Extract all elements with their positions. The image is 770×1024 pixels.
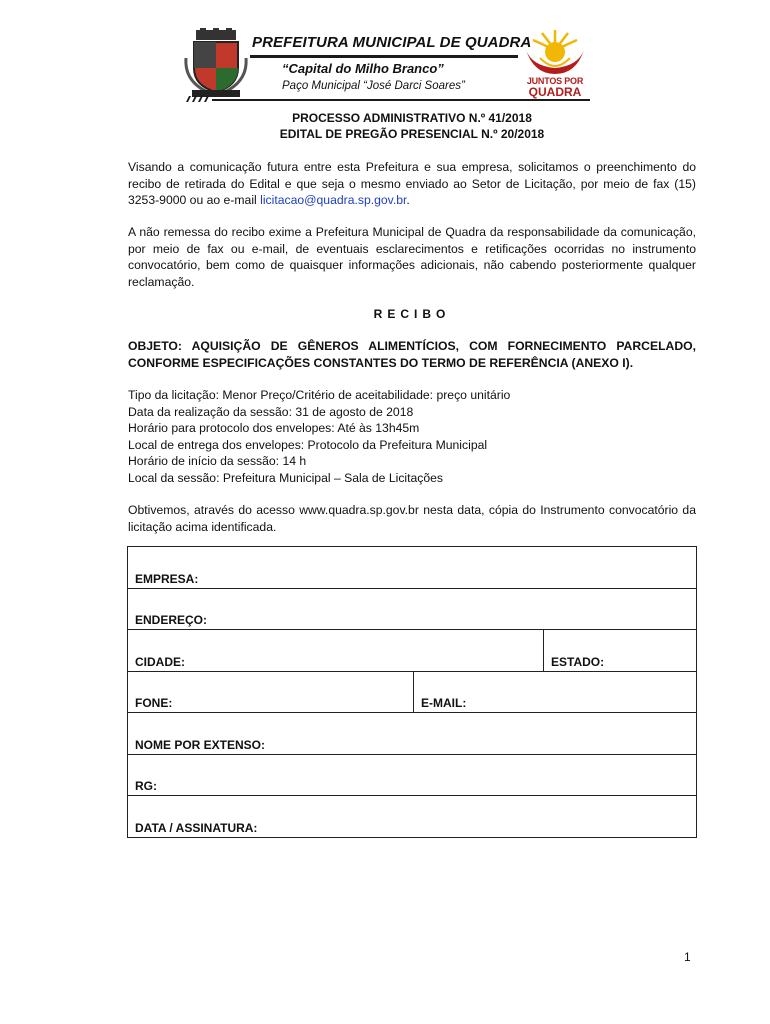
header-rule — [212, 99, 590, 101]
empresa-label: EMPRESA: — [135, 572, 199, 586]
rg-label: RG: — [135, 779, 157, 793]
intro-text: Visando a comunicação futura entre esta Prefeitura e sua empresa, solicitamos o preenchimento do recibo de retirada do Edital e que seja o mesmo enviado ao Setor de Licitação, por meio de fax (15) 3253-9000 ou ao e-mail — [128, 160, 696, 207]
endereco-field[interactable] — [128, 589, 696, 629]
detail-line: Tipo da licitação: Menor Preço/Critério de aceitabilidade: preço unitário — [128, 388, 511, 402]
detail-line: Local de entrega dos envelopes: Protocolo da Prefeitura Municipal — [128, 437, 488, 452]
objeto-paragraph: OBJETO: AQUISIÇÃO DE GÊNEROS ALIMENTÍCIOS, COM FORNECIMENTO PARCELADO, CONFORME ESPECIFICAÇÕES CONSTANTES DO TERMO DE REFERÊNCIA (ANEXO I). — [128, 339, 696, 370]
bid-details — [128, 387, 696, 486]
process-heading: PROCESSO ADMINISTRATIVO N.º 41/2018 — [292, 111, 532, 125]
assinatura-label: DATA / ASSINATURA: — [135, 821, 258, 835]
header-divider — [250, 55, 518, 58]
form-row-rg — [128, 755, 696, 796]
form-row-nome — [128, 713, 696, 755]
recibo-title: RECIBO — [373, 307, 451, 321]
logo-text-quadra: QUADRA — [528, 85, 582, 99]
form-row-fone — [128, 672, 696, 713]
disclaimer-paragraph: A não remessa do recibo exime a Prefeitura Municipal de Quadra da responsabilidade da comunicação, por meio de fax ou e-mail, de eventuais esclarecimentos e retificações ocorridas no instrumento convocatório, bem como de quaisquer informações adicionais, não cabendo posteriormente qualquer reclamação. — [128, 225, 696, 289]
empresa-field[interactable] — [128, 547, 696, 588]
detail-line: Horário de início da sessão: 14 h — [128, 454, 307, 468]
header-title: PREFEITURA MUNICIPAL DE QUADRA — [252, 34, 532, 51]
endereco-label: ENDEREÇO: — [135, 613, 208, 627]
email-field[interactable] — [413, 672, 696, 712]
email-label: E-MAIL: — [421, 696, 467, 710]
intro-end: . — [406, 193, 410, 207]
header-paco: Paço Municipal “José Darci Soares” — [282, 80, 465, 92]
cidade-field[interactable] — [128, 630, 543, 671]
detail-line: Data da realização da sessão: 31 de agosto de 2018 — [128, 404, 414, 419]
obtained-paragraph: Obtivemos, através do acesso www.quadra.sp.gov.br nesta data, cópia do Instrumento convocatório da licitação acima identificada. — [128, 503, 696, 534]
estado-label: ESTADO: — [551, 655, 605, 669]
page-number: 1 — [684, 950, 691, 964]
header-slogan: “Capital do Milho Branco” — [282, 61, 444, 76]
detail-line: Horário para protocolo dos envelopes: Até às 13h45m — [128, 421, 420, 435]
detail-line: Local da sessão: Prefeitura Municipal – Sala de Licitações — [128, 470, 444, 485]
nome-label: NOME POR EXTENSO: — [135, 738, 266, 752]
email-link[interactable]: licitacao@quadra.sp.gov.br — [260, 193, 407, 207]
logo-text-juntos-por: JUNTOS POR — [526, 76, 584, 86]
form-row-cidade — [128, 630, 696, 672]
assinatura-field[interactable] — [128, 796, 696, 837]
municipal-crest-icon — [182, 28, 250, 98]
receipt-form — [127, 546, 697, 838]
fone-label: FONE: — [135, 696, 173, 710]
form-row-empresa — [128, 547, 696, 589]
fone-field[interactable] — [128, 672, 413, 712]
intro-paragraph — [128, 159, 696, 209]
edital-heading: EDITAL DE PREGÃO PRESENCIAL N.º 20/2018 — [279, 127, 545, 141]
cidade-label: CIDADE: — [135, 655, 185, 669]
form-row-assinatura — [128, 796, 696, 837]
estado-field[interactable] — [543, 630, 696, 671]
form-row-endereco — [128, 589, 696, 630]
letterhead — [182, 28, 592, 104]
nome-field[interactable] — [128, 713, 696, 754]
rg-field[interactable] — [128, 755, 696, 795]
